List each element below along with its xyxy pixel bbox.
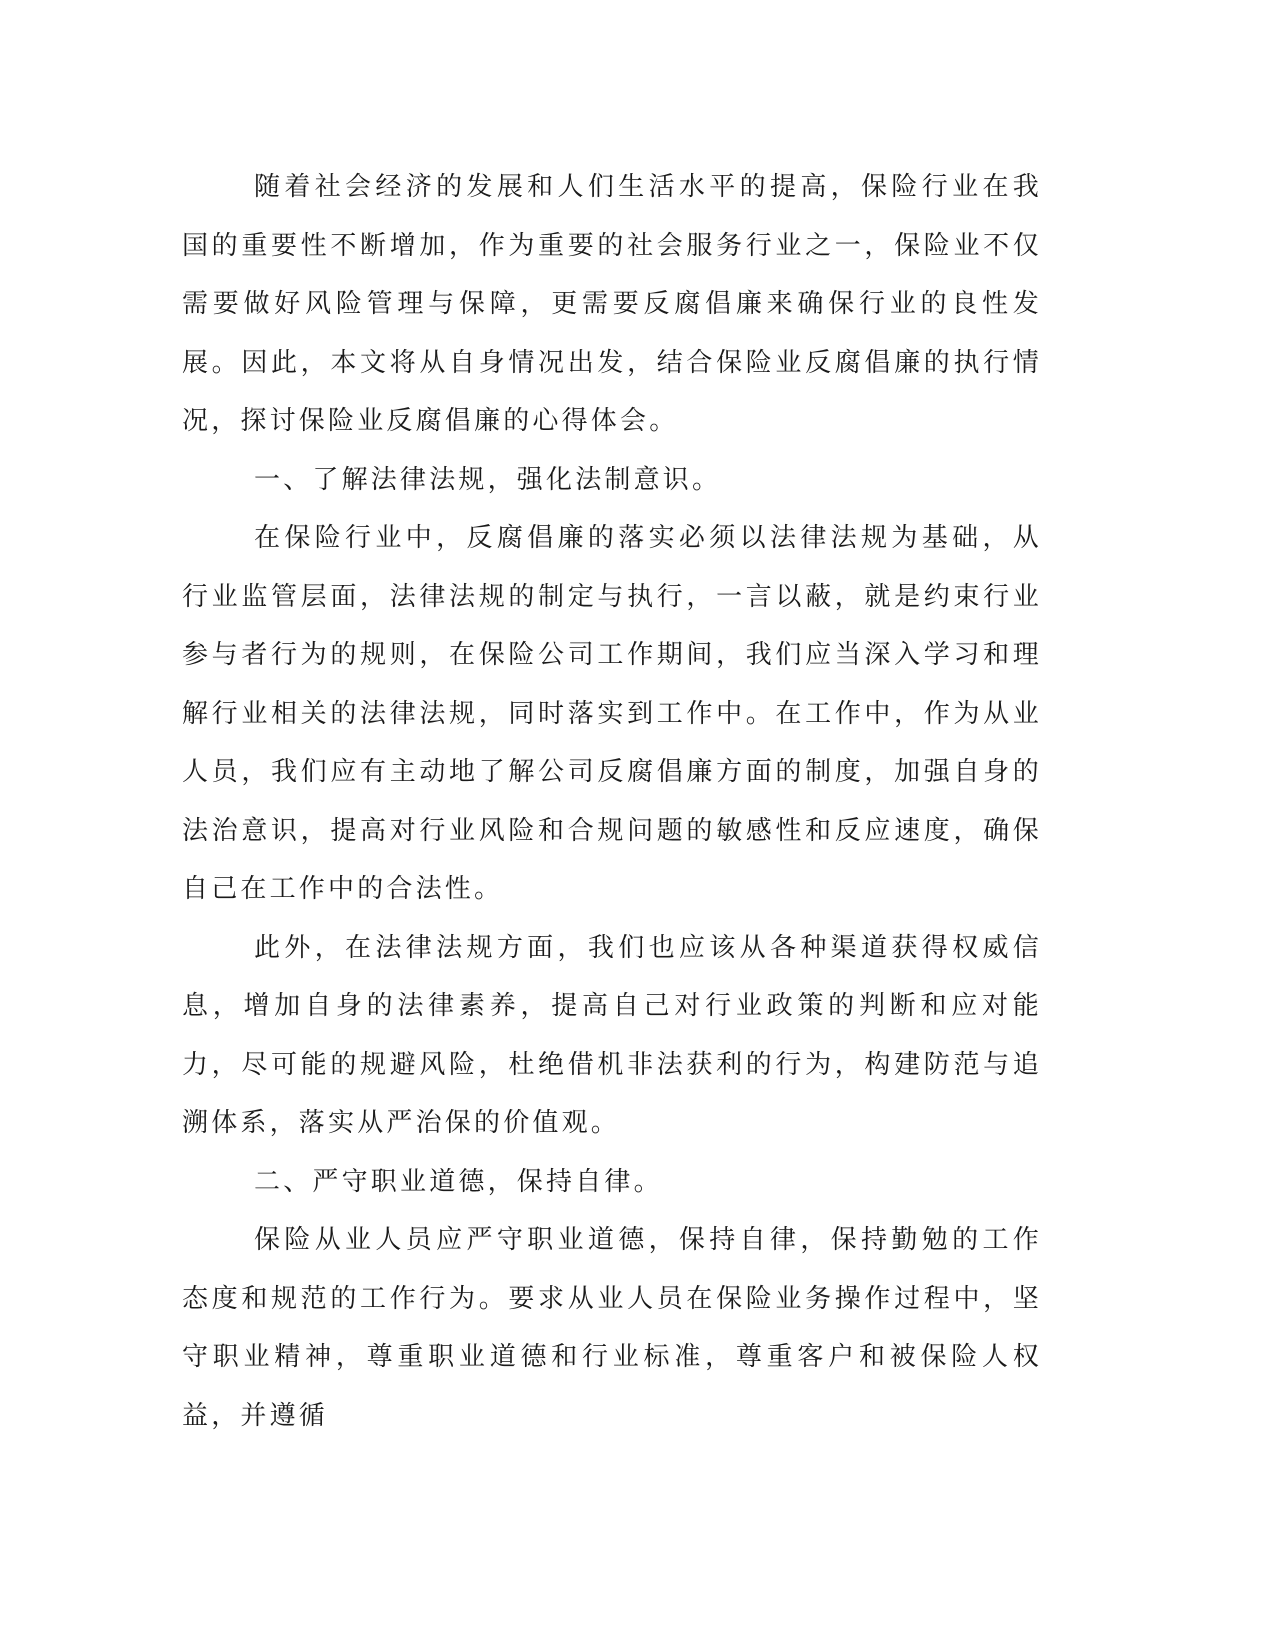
section-1-paragraph-2: 此外，在法律法规方面，我们也应该从各种渠道获得权威信息，增加自身的法律素养，提高自己对行业政策的判断和应对能力，尽可能的规避风险，杜绝借机非法获利的行为，构建防范与追溯体系，落实从严治保的价值观。 — [182, 932, 1042, 1138]
document-body — [182, 158, 1042, 1445]
section-2-paragraph-1: 保险从业人员应严守职业道德，保持自律，保持勤勉的工作态度和规范的工作行为。要求从业人员在保险业务操作过程中，坚守职业精神，尊重职业道德和行业标准，尊重客户和被保险人权益，并遵循 — [182, 1225, 1042, 1431]
section-heading-1: 一、了解法律法规，强化法制意识。 — [254, 464, 722, 495]
section-heading-2: 二、严守职业道德，保持自律。 — [254, 1166, 663, 1197]
section-1-paragraph-1: 在保险行业中，反腐倡廉的落实必须以法律法规为基础，从行业监管层面，法律法规的制定与执行，一言以蔽，就是约束行业参与者行为的规则，在保险公司工作期间，我们应当深入学习和理解行业相关的法律法规，同时落实到工作中。在工作中，作为从业人员，我们应有主动地了解公司反腐倡廉方面的制度，加强自身的法治意识，提高对行业风险和合规问题的敏感性和反应速度，确保自己在工作中的合法性。 — [182, 523, 1042, 904]
intro-paragraph: 随着社会经济的发展和人们生活水平的提高，保险行业在我国的重要性不断增加，作为重要的社会服务行业之一，保险业不仅需要做好风险管理与保障，更需要反腐倡廉来确保行业的良性发展。因此，本文将从自身情况出发，结合保险业反腐倡廉的执行情况，探讨保险业反腐倡廉的心得体会。 — [182, 172, 1042, 436]
